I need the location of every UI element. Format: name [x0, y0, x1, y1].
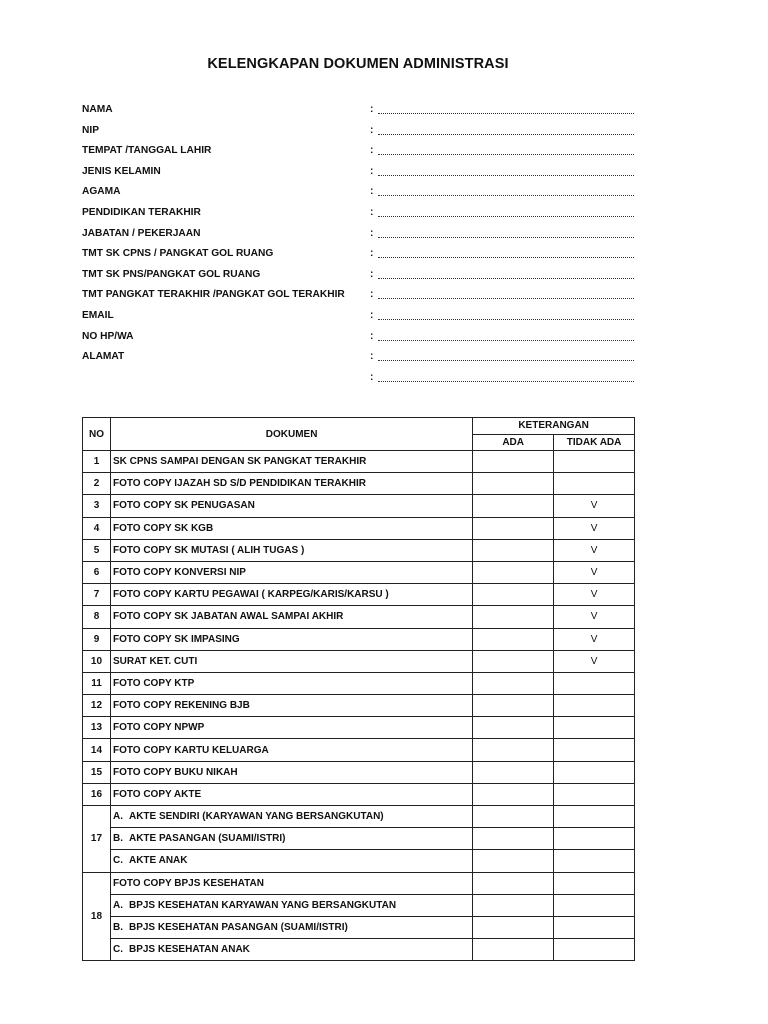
cell-tidak-ada[interactable] — [554, 473, 635, 495]
form-row-jabatan — [82, 224, 642, 245]
personal-data-form — [82, 100, 642, 388]
table-row — [83, 672, 635, 694]
row-document: SK CPNS SAMPAI DENGAN SK PANGKAT TERAKHIR — [110, 451, 472, 473]
form-blank-line[interactable] — [378, 113, 634, 114]
cell-tidak-ada[interactable] — [554, 806, 635, 828]
row-document: FOTO COPY SK MUTASI ( ALIH TUGAS ) — [110, 539, 472, 561]
form-row-nama — [82, 100, 642, 121]
row-document: FOTO COPY KTP — [110, 672, 472, 694]
form-label: ALAMAT — [82, 351, 125, 363]
cell-ada[interactable] — [473, 650, 554, 672]
row-document — [110, 850, 472, 872]
form-colon: : — [370, 124, 374, 136]
row-document: FOTO COPY SK KGB — [110, 517, 472, 539]
cell-tidak-ada[interactable]: V — [554, 628, 635, 650]
row-document — [110, 894, 472, 916]
sub-item-label: AKTE PASANGAN (SUAMI/ISTRI) — [128, 833, 286, 845]
form-blank-line[interactable] — [378, 381, 634, 382]
cell-tidak-ada[interactable] — [554, 695, 635, 717]
form-row-tempat-tanggal-lahir — [82, 141, 642, 162]
form-colon: : — [370, 268, 374, 280]
form-blank-line[interactable] — [378, 278, 634, 279]
cell-ada[interactable] — [473, 872, 554, 894]
form-colon: : — [370, 309, 374, 321]
form-blank-line[interactable] — [378, 340, 634, 341]
form-blank-line[interactable] — [378, 319, 634, 320]
header-tidak-ada: TIDAK ADA — [554, 434, 635, 451]
cell-tidak-ada[interactable] — [554, 894, 635, 916]
table-row — [83, 451, 635, 473]
row-number: 5 — [83, 539, 111, 561]
row-number: 15 — [83, 761, 111, 783]
cell-tidak-ada[interactable]: V — [554, 517, 635, 539]
cell-tidak-ada[interactable] — [554, 672, 635, 694]
form-label: JABATAN / PEKERJAAN — [82, 227, 201, 239]
header-keterangan: KETERANGAN — [473, 418, 635, 435]
cell-ada[interactable] — [473, 828, 554, 850]
form-row-jenis-kelamin — [82, 162, 642, 183]
cell-tidak-ada[interactable] — [554, 783, 635, 805]
row-document: FOTO COPY NPWP — [110, 717, 472, 739]
row-number: 8 — [83, 606, 111, 628]
table-row-group-18 — [83, 872, 635, 894]
table-row — [83, 517, 635, 539]
form-row-tmt-pangkat-terakhir — [82, 285, 642, 306]
header-dokumen: DOKUMEN — [110, 418, 472, 451]
form-label: EMAIL — [82, 309, 114, 321]
cell-ada[interactable] — [473, 539, 554, 561]
form-label: TMT SK PNS/PANGKAT GOL RUANG — [82, 268, 261, 280]
row-document — [110, 828, 472, 850]
cell-tidak-ada[interactable]: V — [554, 650, 635, 672]
form-blank-line[interactable] — [378, 195, 634, 196]
table-row — [83, 761, 635, 783]
row-document: FOTO COPY KONVERSI NIP — [110, 561, 472, 583]
row-document: FOTO COPY SK PENUGASAN — [110, 495, 472, 517]
row-number: 11 — [83, 672, 111, 694]
cell-tidak-ada[interactable] — [554, 739, 635, 761]
sub-item-label: BPJS KESEHATAN PASANGAN (SUAMI/ISTRI) — [128, 922, 348, 934]
row-document: FOTO COPY BPJS KESEHATAN — [110, 872, 472, 894]
table-row — [83, 539, 635, 561]
sub-item-marker: A. — [112, 899, 123, 911]
cell-tidak-ada[interactable] — [554, 872, 635, 894]
row-number: 18 — [83, 872, 111, 961]
table-row — [83, 783, 635, 805]
form-label: JENIS KELAMIN — [82, 165, 161, 177]
cell-ada[interactable] — [473, 916, 554, 938]
sub-item-marker: B. — [112, 922, 123, 934]
form-blank-line[interactable] — [378, 175, 634, 176]
table-row — [83, 561, 635, 583]
form-row-pendidikan-terakhir — [82, 203, 642, 224]
form-row-tmt-sk-pns — [82, 265, 642, 286]
table-row — [83, 717, 635, 739]
row-document — [110, 939, 472, 961]
row-number: 2 — [83, 473, 111, 495]
row-number: 9 — [83, 628, 111, 650]
row-number: 12 — [83, 695, 111, 717]
form-blank-line[interactable] — [378, 216, 634, 217]
row-document — [110, 806, 472, 828]
row-document: FOTO COPY BUKU NIKAH — [110, 761, 472, 783]
form-label: NAMA — [82, 104, 113, 115]
form-colon: : — [370, 206, 374, 218]
cell-ada[interactable] — [473, 717, 554, 739]
cell-tidak-ada[interactable] — [554, 761, 635, 783]
form-row-email — [82, 306, 642, 327]
form-row-alamat — [82, 347, 642, 368]
table-row — [83, 650, 635, 672]
table-row-group-18 — [83, 894, 635, 916]
form-blank-line[interactable] — [378, 360, 634, 361]
cell-ada[interactable] — [473, 672, 554, 694]
cell-ada[interactable] — [473, 495, 554, 517]
form-colon: : — [370, 289, 374, 301]
table-row-group-17 — [83, 828, 635, 850]
form-colon: : — [370, 248, 374, 260]
table-row — [83, 495, 635, 517]
document-checklist-table — [82, 417, 635, 961]
table-row-group-17 — [83, 806, 635, 828]
form-blank-line[interactable] — [378, 154, 634, 155]
header-ada: ADA — [473, 434, 554, 451]
sub-item-marker: C. — [112, 944, 123, 956]
table-row — [83, 739, 635, 761]
table-header-row — [83, 418, 635, 435]
table-row — [83, 628, 635, 650]
form-colon: : — [370, 351, 374, 363]
cell-tidak-ada[interactable]: V — [554, 584, 635, 606]
form-blank-line[interactable] — [378, 237, 634, 238]
row-document: FOTO COPY KARTU KELUARGA — [110, 739, 472, 761]
cell-tidak-ada[interactable] — [554, 916, 635, 938]
row-number: 4 — [83, 517, 111, 539]
table-row — [83, 584, 635, 606]
sub-item-label: BPJS KESEHATAN ANAK — [128, 944, 250, 956]
row-number: 13 — [83, 717, 111, 739]
form-colon: : — [370, 104, 374, 115]
cell-ada[interactable] — [473, 695, 554, 717]
cell-tidak-ada[interactable] — [554, 939, 635, 961]
cell-ada[interactable] — [473, 783, 554, 805]
form-colon: : — [370, 165, 374, 177]
cell-tidak-ada[interactable]: V — [554, 539, 635, 561]
form-row-tmt-sk-cpns — [82, 244, 642, 265]
cell-ada[interactable] — [473, 739, 554, 761]
table-row — [83, 473, 635, 495]
form-colon: : — [370, 330, 374, 342]
cell-ada[interactable] — [473, 584, 554, 606]
row-number: 10 — [83, 650, 111, 672]
form-label: PENDIDIKAN TERAKHIR — [82, 206, 201, 218]
row-number: 6 — [83, 561, 111, 583]
form-label: TEMPAT /TANGGAL LAHIR — [82, 145, 212, 157]
row-number: 14 — [83, 739, 111, 761]
table-row — [83, 695, 635, 717]
form-blank-line[interactable] — [378, 134, 634, 135]
table-row — [83, 606, 635, 628]
row-number: 1 — [83, 451, 111, 473]
row-document: FOTO COPY SK IMPASING — [110, 628, 472, 650]
row-number: 16 — [83, 783, 111, 805]
cell-ada[interactable] — [473, 517, 554, 539]
row-number: 3 — [83, 495, 111, 517]
form-blank-line[interactable] — [378, 257, 634, 258]
row-document: FOTO COPY SK JABATAN AWAL SAMPAI AKHIR — [110, 606, 472, 628]
cell-ada[interactable] — [473, 628, 554, 650]
form-row-nip — [82, 121, 642, 142]
cell-ada[interactable] — [473, 473, 554, 495]
form-row-alamat-continued — [82, 368, 642, 389]
form-label: TMT PANGKAT TERAKHIR /PANGKAT GOL TERAKHIR — [82, 289, 345, 301]
cell-ada[interactable] — [473, 561, 554, 583]
table-row-group-18 — [83, 916, 635, 938]
cell-ada[interactable] — [473, 761, 554, 783]
form-row-agama — [82, 182, 642, 203]
row-document: SURAT KET. CUTI — [110, 650, 472, 672]
sub-item-marker: C. — [112, 855, 123, 867]
cell-tidak-ada[interactable]: V — [554, 561, 635, 583]
table-row-group-17 — [83, 850, 635, 872]
form-blank-line[interactable] — [378, 298, 634, 299]
form-label: AGAMA — [82, 186, 121, 198]
table-row-group-18 — [83, 939, 635, 961]
row-number: 17 — [83, 806, 111, 873]
row-document: FOTO COPY AKTE — [110, 783, 472, 805]
cell-ada[interactable] — [473, 451, 554, 473]
sub-item-marker: A. — [112, 811, 123, 823]
form-label: NO HP/WA — [82, 330, 134, 342]
cell-ada[interactable] — [473, 939, 554, 961]
cell-ada[interactable] — [473, 894, 554, 916]
form-colon: : — [370, 227, 374, 239]
cell-tidak-ada[interactable] — [554, 850, 635, 872]
sub-item-label: BPJS KESEHATAN KARYAWAN YANG BERSANGKUTAN — [128, 899, 397, 911]
form-label: TMT SK CPNS / PANGKAT GOL RUANG — [82, 248, 274, 260]
cell-tidak-ada[interactable]: V — [554, 495, 635, 517]
sub-item-label: AKTE ANAK — [128, 855, 188, 867]
cell-tidak-ada[interactable] — [554, 828, 635, 850]
header-no: NO — [83, 418, 111, 451]
document-title: KELENGKAPAN DOKUMEN ADMINISTRASI — [207, 56, 509, 72]
cell-ada[interactable] — [473, 850, 554, 872]
form-colon: : — [370, 186, 374, 198]
cell-tidak-ada[interactable] — [554, 451, 635, 473]
row-document: FOTO COPY KARTU PEGAWAI ( KARPEG/KARIS/KARSU ) — [110, 584, 472, 606]
sub-item-label: AKTE SENDIRI (KARYAWAN YANG BERSANGKUTAN) — [128, 811, 384, 823]
cell-tidak-ada[interactable]: V — [554, 606, 635, 628]
form-colon: : — [370, 145, 374, 157]
form-colon: : — [370, 371, 374, 383]
cell-tidak-ada[interactable] — [554, 717, 635, 739]
row-number: 7 — [83, 584, 111, 606]
form-label: NIP — [82, 124, 99, 136]
row-document: FOTO COPY REKENING BJB — [110, 695, 472, 717]
cell-ada[interactable] — [473, 606, 554, 628]
row-document: FOTO COPY IJAZAH SD S/D PENDIDIKAN TERAKHIR — [110, 473, 472, 495]
form-row-no-hp — [82, 327, 642, 348]
row-document — [110, 916, 472, 938]
cell-ada[interactable] — [473, 806, 554, 828]
sub-item-marker: B. — [112, 833, 123, 845]
